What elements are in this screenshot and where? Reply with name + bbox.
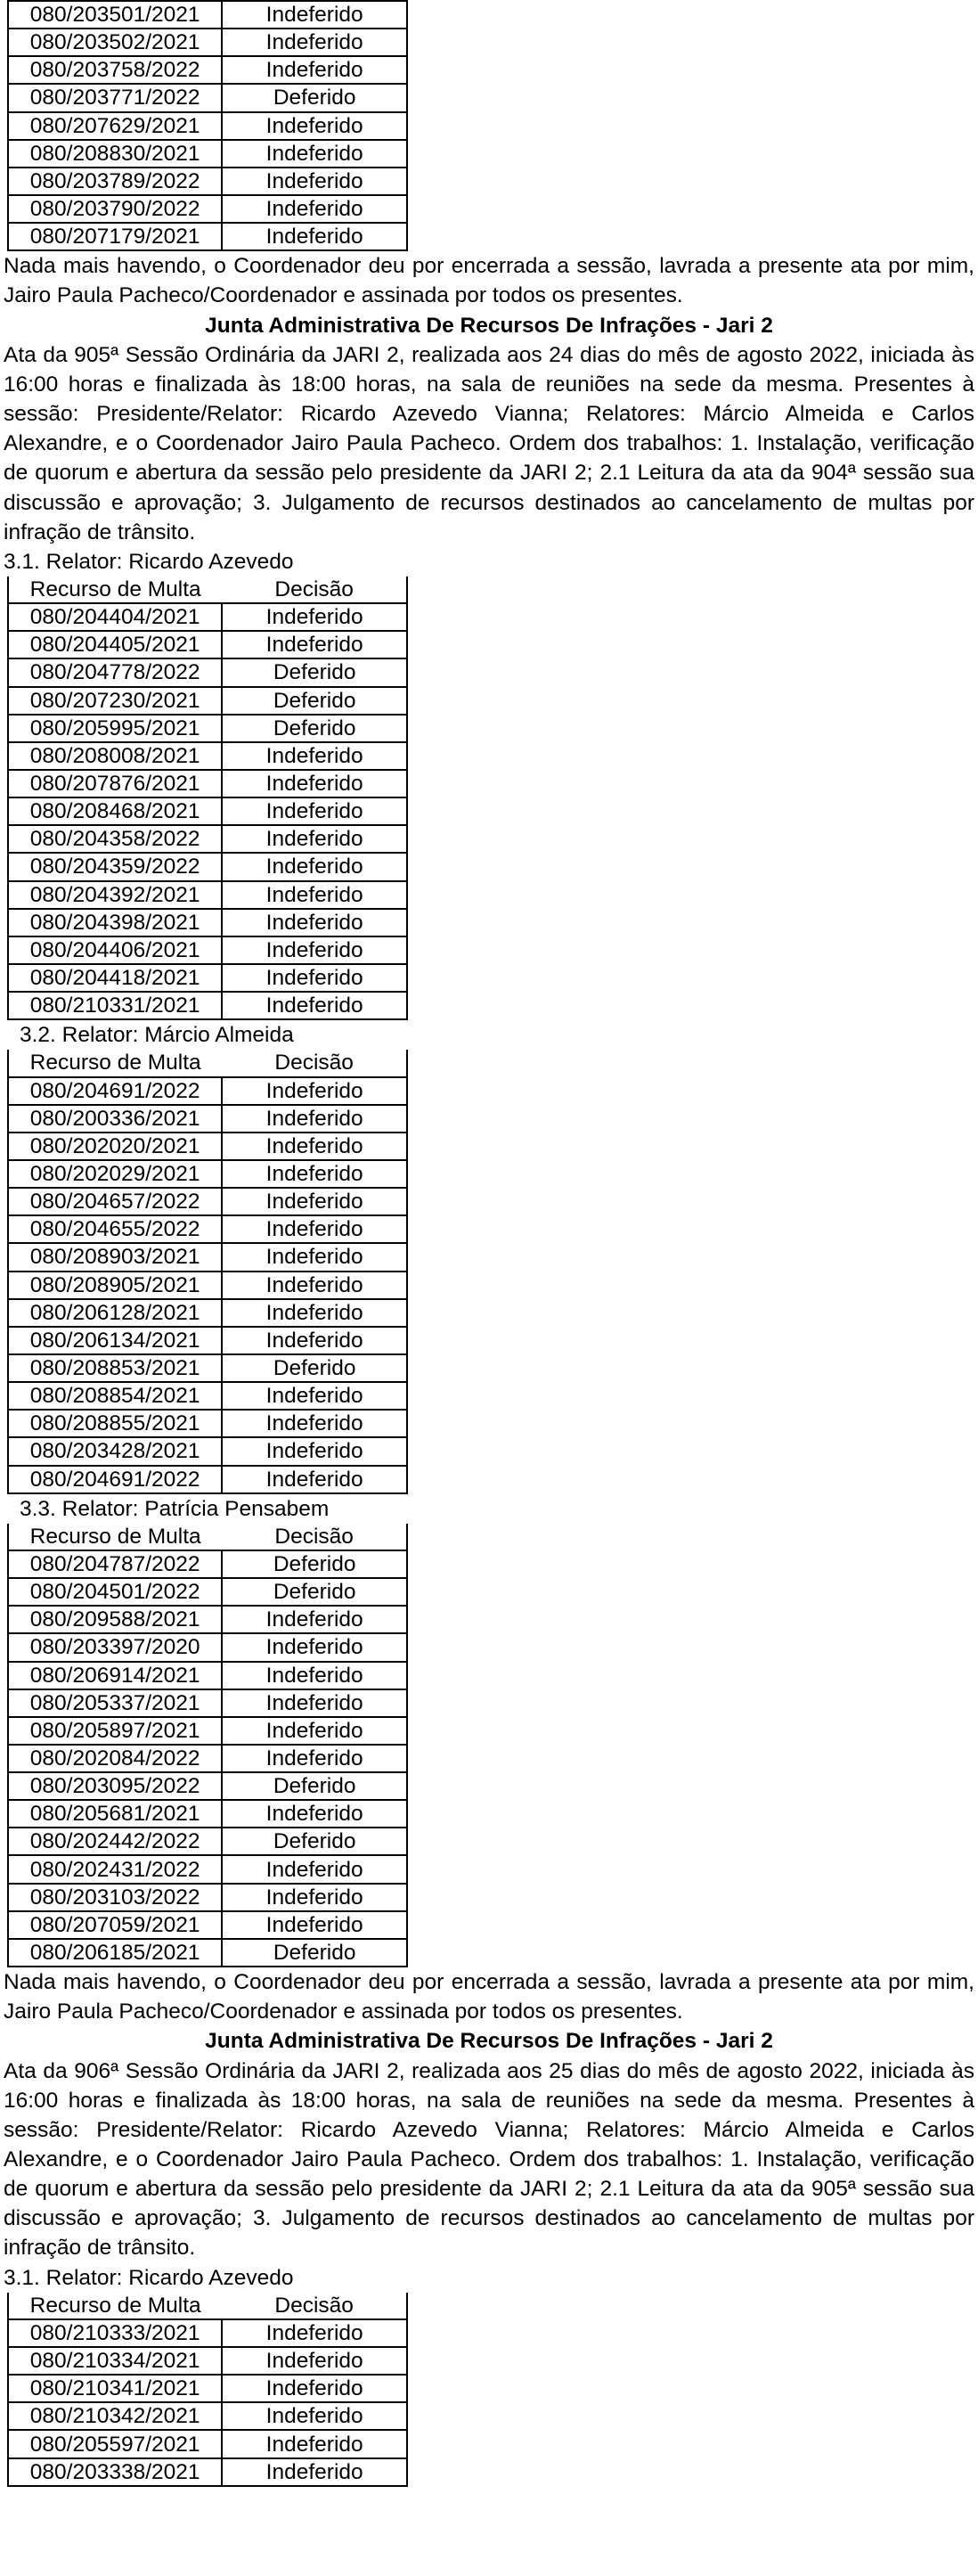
decisao-cell: Indeferido (222, 1662, 407, 1689)
decisao-cell: Indeferido (222, 1105, 407, 1133)
table-row (8, 1800, 407, 1828)
column-header-decisao: Decisão (222, 1524, 407, 1550)
table-row (8, 1215, 407, 1243)
decisao-cell: Indeferido (222, 1855, 407, 1883)
recurso-cell: 080/202029/2021 (8, 1160, 222, 1188)
table-row (8, 1188, 407, 1215)
table-row (8, 1, 407, 29)
decisao-cell: Indeferido (222, 112, 407, 140)
table-row (8, 881, 407, 909)
relator-905-1: 3.1. Relator: Ricardo Azevedo (4, 549, 294, 574)
decisao-cell: Indeferido (222, 797, 407, 825)
table-row (8, 2319, 407, 2347)
recurso-cell: 080/203789/2022 (8, 168, 222, 195)
recurso-cell: 080/204359/2022 (8, 853, 222, 880)
recurso-cell: 080/203397/2020 (8, 1633, 222, 1661)
session-906-intro: Ata da 906ª Sessão Ordinária da JARI 2, realizada aos 25 dias do mês de agosto 2022, iniciada às 16:00 horas e finalizada às 18:00 horas, na sala de reuniões na sede da mesma. Presentes à sessão: Presidente/Relator: Ricardo Azevedo Vianna; Relatores: Márcio Almeida e Carlos Alexandre, e o Coordenador Jairo Paula Pacheco. Ordem dos trabalhos: 1. Instalação, verificação de quorum e abertura da sessão pelo presidente da JARI 2; 2.1 Leitura da ata da 905ª sessão sua discussão e aprovação; 3. Julgamento de recursos destinados ao cancelamento de multas por infração de trânsito. (4, 2058, 974, 2261)
decisao-cell: Indeferido (222, 1, 407, 29)
table-row (8, 936, 407, 964)
recurso-cell: 080/204657/2022 (8, 1188, 222, 1215)
column-header-recurso: Recurso de Multa (8, 2293, 222, 2319)
recurso-cell: 080/204358/2022 (8, 825, 222, 853)
table-row (8, 1299, 407, 1327)
recurso-cell: 080/203095/2022 (8, 1772, 222, 1800)
decisao-cell: Indeferido (222, 881, 407, 909)
decisao-cell: Indeferido (222, 631, 407, 658)
table-row (8, 2402, 407, 2430)
decisao-cell: Indeferido (222, 909, 407, 936)
decisao-cell: Indeferido (222, 168, 407, 195)
recurso-cell: 080/203103/2022 (8, 1884, 222, 1911)
table-row (8, 770, 407, 797)
recurso-cell: 080/204691/2022 (8, 1466, 222, 1493)
recurso-cell: 080/210331/2021 (8, 992, 222, 1019)
table-row (8, 658, 407, 686)
session-906-heading: Junta Administrativa De Recursos De Infrações - Jari 2 (205, 2029, 773, 2054)
recurso-cell: 080/210341/2021 (8, 2375, 222, 2402)
decisao-cell: Indeferido (222, 2458, 407, 2486)
decisao-cell: Deferido (222, 658, 407, 686)
table-row (8, 2430, 407, 2457)
recurso-cell: 080/207179/2021 (8, 223, 222, 250)
decisao-cell: Indeferido (222, 56, 407, 84)
recurso-cell: 080/203502/2021 (8, 29, 222, 56)
decisao-cell: Indeferido (222, 1077, 407, 1105)
recurso-cell: 080/205337/2021 (8, 1689, 222, 1717)
table-row (8, 1578, 407, 1606)
table-row (8, 1410, 407, 1437)
decision-table-905-1 (7, 577, 408, 1020)
decisao-cell: Indeferido (222, 223, 407, 250)
table-row (8, 223, 407, 250)
recurso-cell: 080/205897/2021 (8, 1717, 222, 1745)
decisao-cell: Indeferido (222, 29, 407, 56)
decisao-cell: Indeferido (222, 853, 407, 880)
recurso-cell: 080/205681/2021 (8, 1800, 222, 1828)
recurso-cell: 080/210333/2021 (8, 2319, 222, 2347)
table-row (8, 909, 407, 936)
session-905-heading: Junta Administrativa De Recursos De Infrações - Jari 2 (205, 313, 773, 338)
table-row (8, 687, 407, 715)
column-header-recurso: Recurso de Multa (8, 1524, 222, 1550)
table-row (8, 1745, 407, 1772)
table-header (8, 577, 407, 603)
table-row (8, 1939, 407, 1967)
table-row (8, 195, 407, 223)
relator-905-3: 3.3. Relator: Patrícia Pensabem (20, 1496, 330, 1521)
recurso-cell: 080/204787/2022 (8, 1550, 222, 1578)
relator-905-2: 3.2. Relator: Márcio Almeida (20, 1023, 294, 1048)
decisao-cell: Indeferido (222, 992, 407, 1019)
decisao-cell: Indeferido (222, 2430, 407, 2457)
decisao-cell: Indeferido (222, 1410, 407, 1437)
table-row (8, 797, 407, 825)
table-row (8, 29, 407, 56)
recurso-cell: 080/208855/2021 (8, 1410, 222, 1437)
decisao-cell: Indeferido (222, 1299, 407, 1327)
relator-906-1: 3.1. Relator: Ricardo Azevedo (4, 2265, 294, 2290)
recurso-cell: 080/206134/2021 (8, 1327, 222, 1354)
table-row (8, 964, 407, 992)
table-row (8, 1160, 407, 1188)
recurso-cell: 080/204398/2021 (8, 909, 222, 936)
column-header-decisao: Decisão (222, 2293, 407, 2319)
closing-paragraph-1: Nada mais havendo, o Coordenador deu por encerrada a sessão, lavrada a presente ata por mim, Jairo Paula Pacheco/Coordenador e assinada por todos os presentes. (4, 254, 974, 308)
recurso-cell: 080/203428/2021 (8, 1437, 222, 1465)
recurso-cell: 080/200336/2021 (8, 1105, 222, 1133)
table-row (8, 2458, 407, 2486)
table-row (8, 1689, 407, 1717)
table-row (8, 1633, 407, 1661)
decisao-cell: Indeferido (222, 1689, 407, 1717)
recurso-cell: 080/204778/2022 (8, 658, 222, 686)
recurso-cell: 080/204404/2021 (8, 603, 222, 631)
decisao-cell: Indeferido (222, 742, 407, 770)
decisao-cell: Deferido (222, 1354, 407, 1382)
table-header (8, 1524, 407, 1550)
table-row (8, 2347, 407, 2375)
decisao-cell: Deferido (222, 1772, 407, 1800)
decisao-cell: Indeferido (222, 1800, 407, 1828)
decisao-cell: Indeferido (222, 1911, 407, 1939)
decisao-cell: Indeferido (222, 2319, 407, 2347)
recurso-cell: 080/206128/2021 (8, 1299, 222, 1327)
decisao-cell: Indeferido (222, 2347, 407, 2375)
decisao-cell: Indeferido (222, 1633, 407, 1661)
table-header (8, 1050, 407, 1076)
table-row (8, 742, 407, 770)
recurso-cell: 080/206914/2021 (8, 1662, 222, 1689)
table-row (8, 1855, 407, 1883)
table-row (8, 1243, 407, 1271)
table-row (8, 1105, 407, 1133)
decisao-cell: Deferido (222, 1939, 407, 1967)
recurso-cell: 080/202431/2022 (8, 1855, 222, 1883)
decisao-cell: Indeferido (222, 1717, 407, 1745)
table-row (8, 1354, 407, 1382)
decisao-cell: Indeferido (222, 1466, 407, 1493)
recurso-cell: 080/208008/2021 (8, 742, 222, 770)
recurso-cell: 080/207629/2021 (8, 112, 222, 140)
table-row (8, 1133, 407, 1160)
table-row (8, 1772, 407, 1800)
table-row (8, 1884, 407, 1911)
recurso-cell: 080/203771/2022 (8, 84, 222, 111)
decisao-cell: Indeferido (222, 1215, 407, 1243)
recurso-cell: 080/208903/2021 (8, 1243, 222, 1271)
table-row (8, 715, 407, 742)
table-row (8, 112, 407, 140)
recurso-cell: 080/208468/2021 (8, 797, 222, 825)
table-row (8, 84, 407, 111)
table-row (8, 1911, 407, 1939)
recurso-cell: 080/204501/2022 (8, 1578, 222, 1606)
decisao-cell: Indeferido (222, 1437, 407, 1465)
decisao-cell: Deferido (222, 1828, 407, 1855)
recurso-cell: 080/205597/2021 (8, 2430, 222, 2457)
decisao-cell: Indeferido (222, 2402, 407, 2430)
decision-table-905-2 (7, 1050, 408, 1493)
table-row (8, 1662, 407, 1689)
table-row (8, 1272, 407, 1299)
decision-table-906-1 (7, 2293, 408, 2487)
closing-paragraph-2: Nada mais havendo, o Coordenador deu por encerrada a sessão, lavrada a presente ata por mim, Jairo Paula Pacheco/Coordenador e assinada por todos os presentes. (4, 1970, 974, 2024)
decisao-cell: Deferido (222, 84, 407, 111)
decisao-cell: Indeferido (222, 825, 407, 853)
table-row (8, 992, 407, 1019)
decisao-cell: Indeferido (222, 1160, 407, 1188)
table-row (8, 140, 407, 168)
decisao-cell: Indeferido (222, 603, 407, 631)
recurso-cell: 080/204392/2021 (8, 881, 222, 909)
recurso-cell: 080/204405/2021 (8, 631, 222, 658)
decisao-cell: Indeferido (222, 1745, 407, 1772)
column-header-recurso: Recurso de Multa (8, 1050, 222, 1076)
recurso-cell: 080/207230/2021 (8, 687, 222, 715)
decisao-cell: Indeferido (222, 140, 407, 168)
recurso-cell: 080/203338/2021 (8, 2458, 222, 2486)
recurso-cell: 080/203758/2022 (8, 56, 222, 84)
table-row (8, 853, 407, 880)
recurso-cell: 080/208905/2021 (8, 1272, 222, 1299)
recurso-cell: 080/208854/2021 (8, 1382, 222, 1410)
decisao-cell: Indeferido (222, 1188, 407, 1215)
decisao-cell: Deferido (222, 687, 407, 715)
recurso-cell: 080/204691/2022 (8, 1077, 222, 1105)
recurso-cell: 080/209588/2021 (8, 1606, 222, 1633)
table-row (8, 603, 407, 631)
recurso-cell: 080/203501/2021 (8, 1, 222, 29)
decisao-cell: Indeferido (222, 1884, 407, 1911)
recurso-cell: 080/210334/2021 (8, 2347, 222, 2375)
recurso-cell: 080/205995/2021 (8, 715, 222, 742)
recurso-cell: 080/202020/2021 (8, 1133, 222, 1160)
recurso-cell: 080/207876/2021 (8, 770, 222, 797)
recurso-cell: 080/207059/2021 (8, 1911, 222, 1939)
session-905-intro: Ata da 905ª Sessão Ordinária da JARI 2, realizada aos 24 dias do mês de agosto 2022, iniciada às 16:00 horas e finalizada às 18:00 horas, na sala de reuniões na sede da mesma. Presentes à sessão: Presidente/Relator: Ricardo Azevedo Vianna; Relatores: Márcio Almeida e Carlos Alexandre, e o Coordenador Jairo Paula Pacheco. Ordem dos trabalhos: 1. Instalação, verificação de quorum e abertura da sessão pelo presidente da JARI 2; 2.1 Leitura da ata da 904ª sessão sua discussão e aprovação; 3. Julgamento de recursos destinados ao cancelamento de multas por infração de trânsito. (4, 342, 974, 544)
table-row (8, 168, 407, 195)
table-row (8, 1466, 407, 1493)
table-row (8, 2375, 407, 2402)
column-header-recurso: Recurso de Multa (8, 577, 222, 603)
decisao-cell: Deferido (222, 715, 407, 742)
table-row (8, 1382, 407, 1410)
decisao-cell: Indeferido (222, 2375, 407, 2402)
decisao-cell: Indeferido (222, 936, 407, 964)
recurso-cell: 080/210342/2021 (8, 2402, 222, 2430)
recurso-cell: 080/206185/2021 (8, 1939, 222, 1967)
column-header-decisao: Decisão (222, 577, 407, 603)
table-row (8, 1828, 407, 1855)
table-row (8, 1077, 407, 1105)
decisao-cell: Indeferido (222, 195, 407, 223)
decisao-cell: Deferido (222, 1550, 407, 1578)
session-906 (4, 2026, 974, 2486)
decisao-cell: Indeferido (222, 964, 407, 992)
recurso-cell: 080/203790/2022 (8, 195, 222, 223)
table-header (8, 2293, 407, 2319)
decisao-cell: Indeferido (222, 770, 407, 797)
table-row (8, 1717, 407, 1745)
table-row (8, 56, 407, 84)
table-row (8, 631, 407, 658)
session-905 (4, 311, 974, 1967)
recurso-cell: 080/204655/2022 (8, 1215, 222, 1243)
recurso-cell: 080/208853/2021 (8, 1354, 222, 1382)
recurso-cell: 080/202442/2022 (8, 1828, 222, 1855)
decisao-cell: Indeferido (222, 1382, 407, 1410)
decisao-cell: Indeferido (222, 1606, 407, 1633)
decision-table-905-3 (7, 1524, 408, 1967)
decisao-cell: Indeferido (222, 1272, 407, 1299)
recurso-cell: 080/204406/2021 (8, 936, 222, 964)
table-row (8, 1550, 407, 1578)
decisao-cell: Indeferido (222, 1327, 407, 1354)
decisao-cell: Indeferido (222, 1243, 407, 1271)
recurso-cell: 080/204418/2021 (8, 964, 222, 992)
table-row (8, 1437, 407, 1465)
recurso-cell: 080/202084/2022 (8, 1745, 222, 1772)
column-header-decisao: Decisão (222, 1050, 407, 1076)
recurso-cell: 080/208830/2021 (8, 140, 222, 168)
table-row (8, 825, 407, 853)
decisao-cell: Deferido (222, 1578, 407, 1606)
table-row (8, 1327, 407, 1354)
top-decision-table (7, 0, 408, 251)
table-row (8, 1606, 407, 1633)
decisao-cell: Indeferido (222, 1133, 407, 1160)
